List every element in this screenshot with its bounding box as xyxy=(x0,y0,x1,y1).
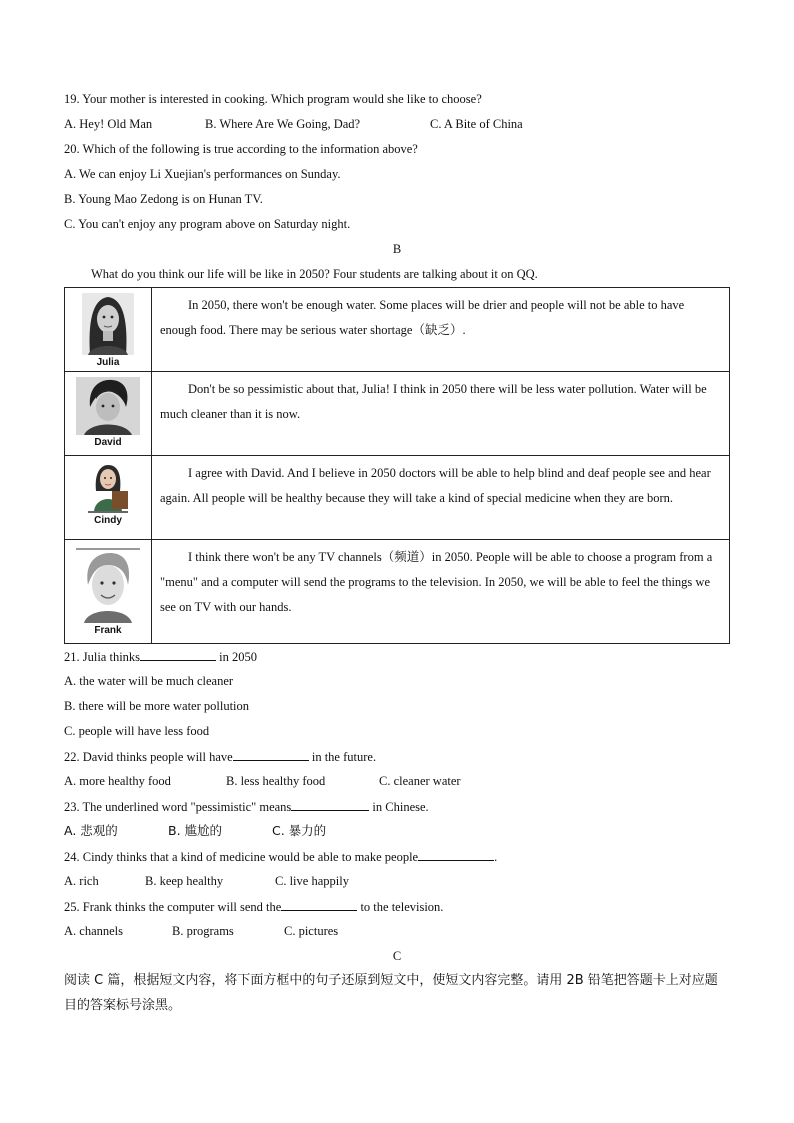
q23-option-c[interactable]: C. 暴力的 xyxy=(272,823,327,838)
chat-row-cindy xyxy=(65,456,730,540)
q19-options xyxy=(64,116,523,132)
q23-option-b[interactable]: B. 尴尬的 xyxy=(168,823,223,838)
section-c-instructions: 阅读 C 篇，根据短文内容，将下面方框中的句子还原到短文中，使短文内容完整。请用 2B 铅笔把答题卡上对应题目的答案标号涂黑。 xyxy=(64,973,718,1013)
q24-option-c[interactable]: C. live happily xyxy=(275,874,349,888)
chat-row-julia xyxy=(65,288,730,372)
avatar-cell xyxy=(65,372,152,456)
q23-stem-tail: in Chinese. xyxy=(369,800,429,814)
answer-blank[interactable] xyxy=(281,898,357,911)
post-text: I think there won't be any TV channels（频道）in 2050. People will be able to choose a program from a "menu" and a computer will send the programs to the television. In 2050, we will be able to feel the things we see on TV with our hands. xyxy=(160,550,713,614)
q21-stem xyxy=(64,648,257,665)
avatar-cell xyxy=(65,456,152,540)
avatar-cell xyxy=(65,288,152,372)
q24-options xyxy=(64,873,349,889)
answer-blank[interactable] xyxy=(291,798,369,811)
chat-row-david xyxy=(65,372,730,456)
julia-photo-icon xyxy=(82,293,134,355)
q19-option-b[interactable]: B. Where Are We Going, Dad? xyxy=(205,117,361,131)
q25-stem-tail: to the television. xyxy=(357,900,444,914)
q21-option-a[interactable]: A. the water will be much cleaner xyxy=(64,674,234,688)
q23-option-a[interactable]: A. 悲观的 xyxy=(64,823,118,838)
qq-chat-table xyxy=(64,287,730,644)
q24-option-b[interactable]: B. keep healthy xyxy=(145,874,224,888)
q25-option-b[interactable]: B. programs xyxy=(172,924,234,938)
q25-option-a[interactable]: A. channels xyxy=(64,924,124,938)
q21-stem-text: 21. Julia thinks xyxy=(64,650,141,664)
post-text: In 2050, there won't be enough water. Some places will be drier and people will not be able to have enough food. There may be serious water shortage（缺乏）. xyxy=(160,298,685,337)
post-text: I agree with David. And I believe in 2050 doctors will be able to help blind and deaf people see and hear again. All people will be healthy because they will take a kind of special medicine when they are born. xyxy=(160,466,711,505)
answer-blank[interactable] xyxy=(233,748,309,761)
q25-stem-text: 25. Frank thinks the computer will send the xyxy=(64,900,282,914)
q21-option-c[interactable]: C. people will have less food xyxy=(64,724,210,738)
q20-option-a[interactable]: A. We can enjoy Li Xuejian's performances on Sunday. xyxy=(64,167,341,181)
post-text-cell xyxy=(152,288,730,372)
section-c-label: C xyxy=(392,949,402,963)
q24-stem-tail: . xyxy=(494,850,498,864)
cindy-photo-icon xyxy=(78,461,138,513)
q20-option-c[interactable]: C. You can't enjoy any program above on Saturday night. xyxy=(64,217,351,231)
section-b-intro: What do you think our life will be like in 2050? Four students are talking about it on QQ. xyxy=(91,267,538,281)
q22-stem-text: 22. David thinks people will have xyxy=(64,750,233,764)
q25-stem xyxy=(64,898,443,915)
q25-option-c[interactable]: C. pictures xyxy=(284,924,339,938)
david-photo-icon xyxy=(76,377,140,435)
poster-name: David xyxy=(94,437,122,448)
q24-stem-text: 24. Cindy thinks that a kind of medicine would be able to make people xyxy=(64,850,419,864)
q22-option-c[interactable]: C. cleaner water xyxy=(379,774,461,788)
post-text: Don't be so pessimistic about that, Julia! I think in 2050 there will be less water pollution. Water will be much cleaner than it is now. xyxy=(160,382,707,421)
q22-option-a[interactable]: A. more healthy food xyxy=(64,774,171,788)
chat-row-frank xyxy=(65,540,730,644)
answer-blank[interactable] xyxy=(418,848,494,861)
q23-stem-text: 23. The underlined word "pessimistic" means xyxy=(64,800,292,814)
poster-name: Cindy xyxy=(94,515,122,526)
q21-option-b[interactable]: B. there will be more water pollution xyxy=(64,699,250,713)
q20-option-b[interactable]: B. Young Mao Zedong is on Hunan TV. xyxy=(64,192,263,206)
q23-stem xyxy=(64,798,429,815)
q22-option-b[interactable]: B. less healthy food xyxy=(226,774,326,788)
q22-options xyxy=(64,773,461,789)
q24-stem xyxy=(64,848,497,865)
frank-photo-icon xyxy=(74,545,142,623)
q19-stem: 19. Your mother is interested in cooking. Which program would she like to choose? xyxy=(64,92,482,106)
q24-option-a[interactable]: A. rich xyxy=(64,874,99,888)
q25-options xyxy=(64,923,338,939)
poster-name: Frank xyxy=(94,625,122,636)
avatar-cell xyxy=(65,540,152,644)
post-text-cell xyxy=(152,456,730,540)
q20-stem: 20. Which of the following is true according to the information above? xyxy=(64,142,418,156)
post-text-cell xyxy=(152,540,730,644)
section-b-label: B xyxy=(392,242,402,256)
q22-stem xyxy=(64,748,376,765)
poster-name: Julia xyxy=(96,357,120,368)
q21-stem-tail: in 2050 xyxy=(216,650,258,664)
q23-options xyxy=(64,823,326,839)
post-text-cell xyxy=(152,372,730,456)
answer-blank[interactable] xyxy=(140,648,216,661)
q22-stem-tail: in the future. xyxy=(308,750,377,764)
q19-option-c[interactable]: C. A Bite of China xyxy=(430,117,523,131)
q19-option-a[interactable]: A. Hey! Old Man xyxy=(64,117,153,131)
